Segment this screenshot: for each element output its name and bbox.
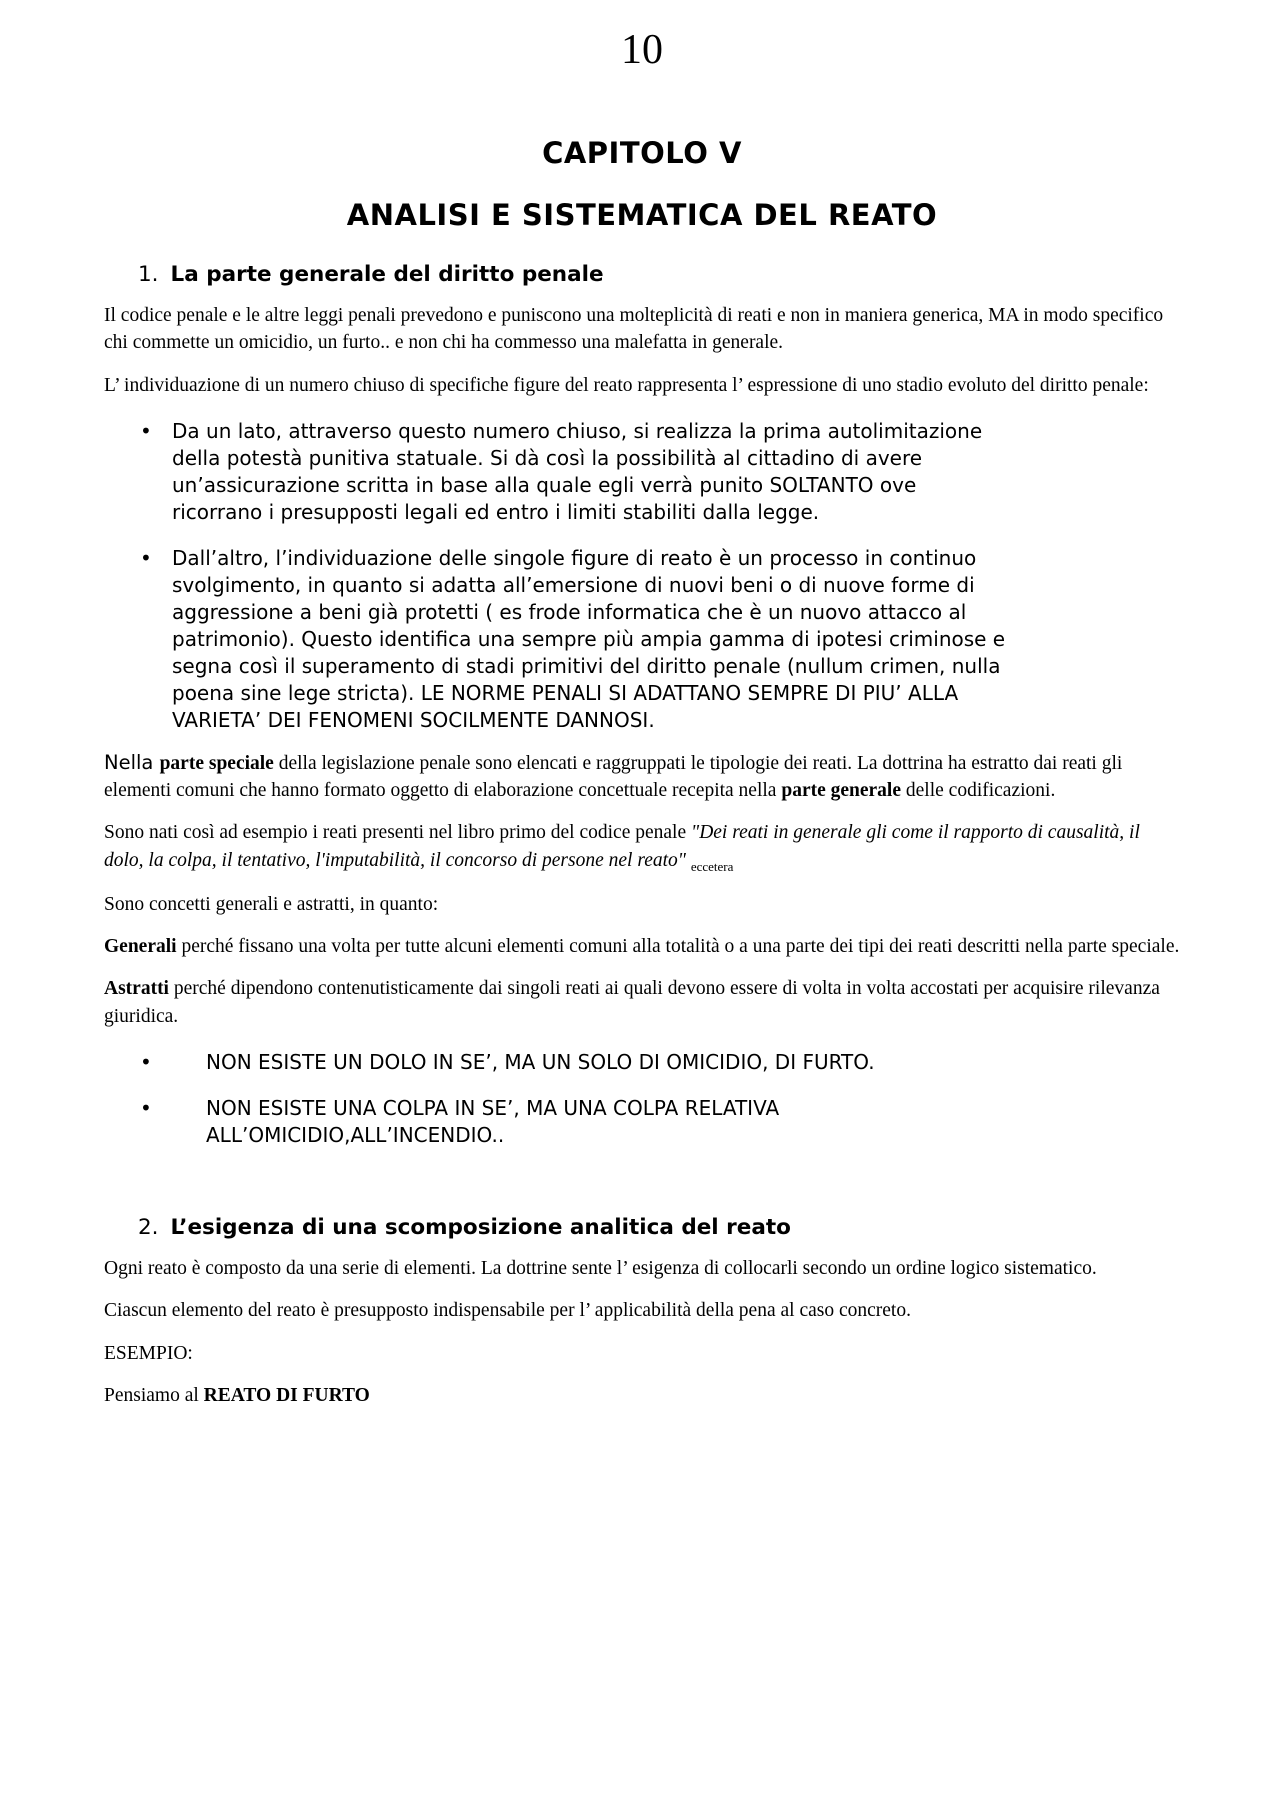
text-run: della legislazione penale sono elencati e raggruppati le tipologie dei reati. La dottrina ha estratto dai reati gli elementi comuni che hanno formato oggetto di elaborazione concettuale recepita nella [104, 752, 1123, 802]
list-item [140, 1095, 1180, 1149]
text-run: perché dipendono contenutisticamente dai singoli reati ai quali devono essere di volta in volta accostati per acquisire rilevanza giuridica. [104, 978, 1160, 1027]
section-1-heading [138, 262, 1180, 287]
bullet-icon: • [140, 1096, 152, 1121]
paragraph: Ogni reato è composto da una serie di elementi. La dottrine sente l’ esigenza di collocarli secondo un ordine logico sistematico. [104, 1258, 1097, 1280]
bullet-icon: • [140, 545, 152, 570]
paragraph: Il codice penale e le altre leggi penali prevedono e puniscono una molteplicità di reati e non in maniera generica, MA in modo specifico chi commette un omicidio, un furto.. e non chi ha commesso una malefatta in generale. [104, 305, 1164, 354]
page-number: 10 [621, 27, 663, 73]
paragraph: ESEMPIO: [104, 1342, 193, 1364]
paragraph: Sono concetti generali e astratti, in quanto: [104, 893, 439, 915]
paragraph [104, 933, 1180, 960]
list-item-text: NON ESISTE UN DOLO IN SE’, MA UN SOLO DI OMICIDIO, DI FURTO. [206, 1050, 875, 1075]
paragraph [104, 819, 1180, 875]
text-run-bold: parte generale [781, 780, 902, 802]
text-run-small: eccetera [690, 858, 734, 874]
paragraph [104, 749, 1180, 805]
paragraph: Ciascun elemento del reato è presupposto indispensabile per l’ applicabilità della pena al caso concreto. [104, 1300, 911, 1322]
text-run-bold: parte speciale [159, 752, 274, 774]
section-1-number: 1. [138, 262, 159, 287]
chapter-title: CAPITOLO V [542, 136, 742, 170]
list-item-text: Dall’altro, l’individuazione delle singole figure di reato è un processo in continuo svolgimento, in quanto si adatta all’emersione di nuovi beni o di nuove forme di aggressione a beni già protetti ( es frode informatica che è un nuovo attacco al patrimonio). Questo identifica una sempre più ampia gamma di ipotesi criminose e segna così il superamento di stadi primitivi del diritto penale (nullum crimen, nulla poena sine lege stricta). LE NORME PENALI SI ADATTANO SEMPRE DI PIU’ ALLA VARIETA’ DEI FENOMENI SOCILMENTE DANNOSI. [172, 545, 1006, 732]
chapter-subtitle: ANALISI E SISTEMATICA DEL REATO [346, 198, 938, 232]
paragraph: L’ individuazione di un numero chiuso di specifiche figure del reato rappresenta l’ espressione di uno stadio evoluto del diritto penale: [104, 374, 1149, 396]
text-run: Pensiamo al [104, 1384, 204, 1406]
text-run-bold: Generali [104, 936, 177, 958]
section-2-heading [138, 1215, 1180, 1240]
list-item-text: Da un lato, attraverso questo numero chiuso, si realizza la prima autolimitazione della potestà punitiva statuale. Si dà così la possibilità al cittadino di avere un’assicurazione scritta in base alla quale egli verrà punito SOLTANTO ove ricorrano i presupposti legali ed entro i limiti stabiliti dalla legge. [172, 418, 983, 524]
bullet-icon: • [140, 418, 152, 443]
text-run-bold: REATO DI FURTO [203, 1384, 370, 1406]
list-item [140, 1049, 1180, 1076]
paragraph [104, 975, 1180, 1030]
section-2-title: L’esigenza di una scomposizione analitica del reato [170, 1215, 791, 1241]
section-2-number: 2. [138, 1215, 159, 1241]
text-run-bold: Astratti [104, 978, 169, 1000]
bullet-icon: • [140, 1050, 152, 1075]
text-run: Nella [104, 750, 160, 774]
text-run: delle codificazioni. [901, 780, 1056, 802]
text-run: Sono nati così ad esempio i reati presenti nel libro primo del codice penale [104, 822, 691, 844]
section-1-title: La parte generale del diritto penale [170, 262, 604, 287]
list-item-text: NON ESISTE UNA COLPA IN SE’, MA UNA COLPA RELATIVA ALL’OMICIDIO,ALL’INCENDIO.. [206, 1096, 780, 1148]
text-run-italic: "Dei reati in generale gli come il rapporto di causalità, il dolo, la colpa, il tentativo, l'imputabilità, il concorso di persone nel reato" [104, 822, 1140, 871]
bullet-list [104, 418, 1180, 734]
paragraph [104, 1382, 1180, 1409]
text-run: perché fissano una volta per tutte alcuni elementi comuni alla totalità o a una parte dei tipi dei reati descritti nella parte speciale. [176, 936, 1180, 958]
list-item [140, 545, 1180, 734]
list-item [140, 418, 1180, 526]
bullet-list [104, 1049, 1180, 1149]
